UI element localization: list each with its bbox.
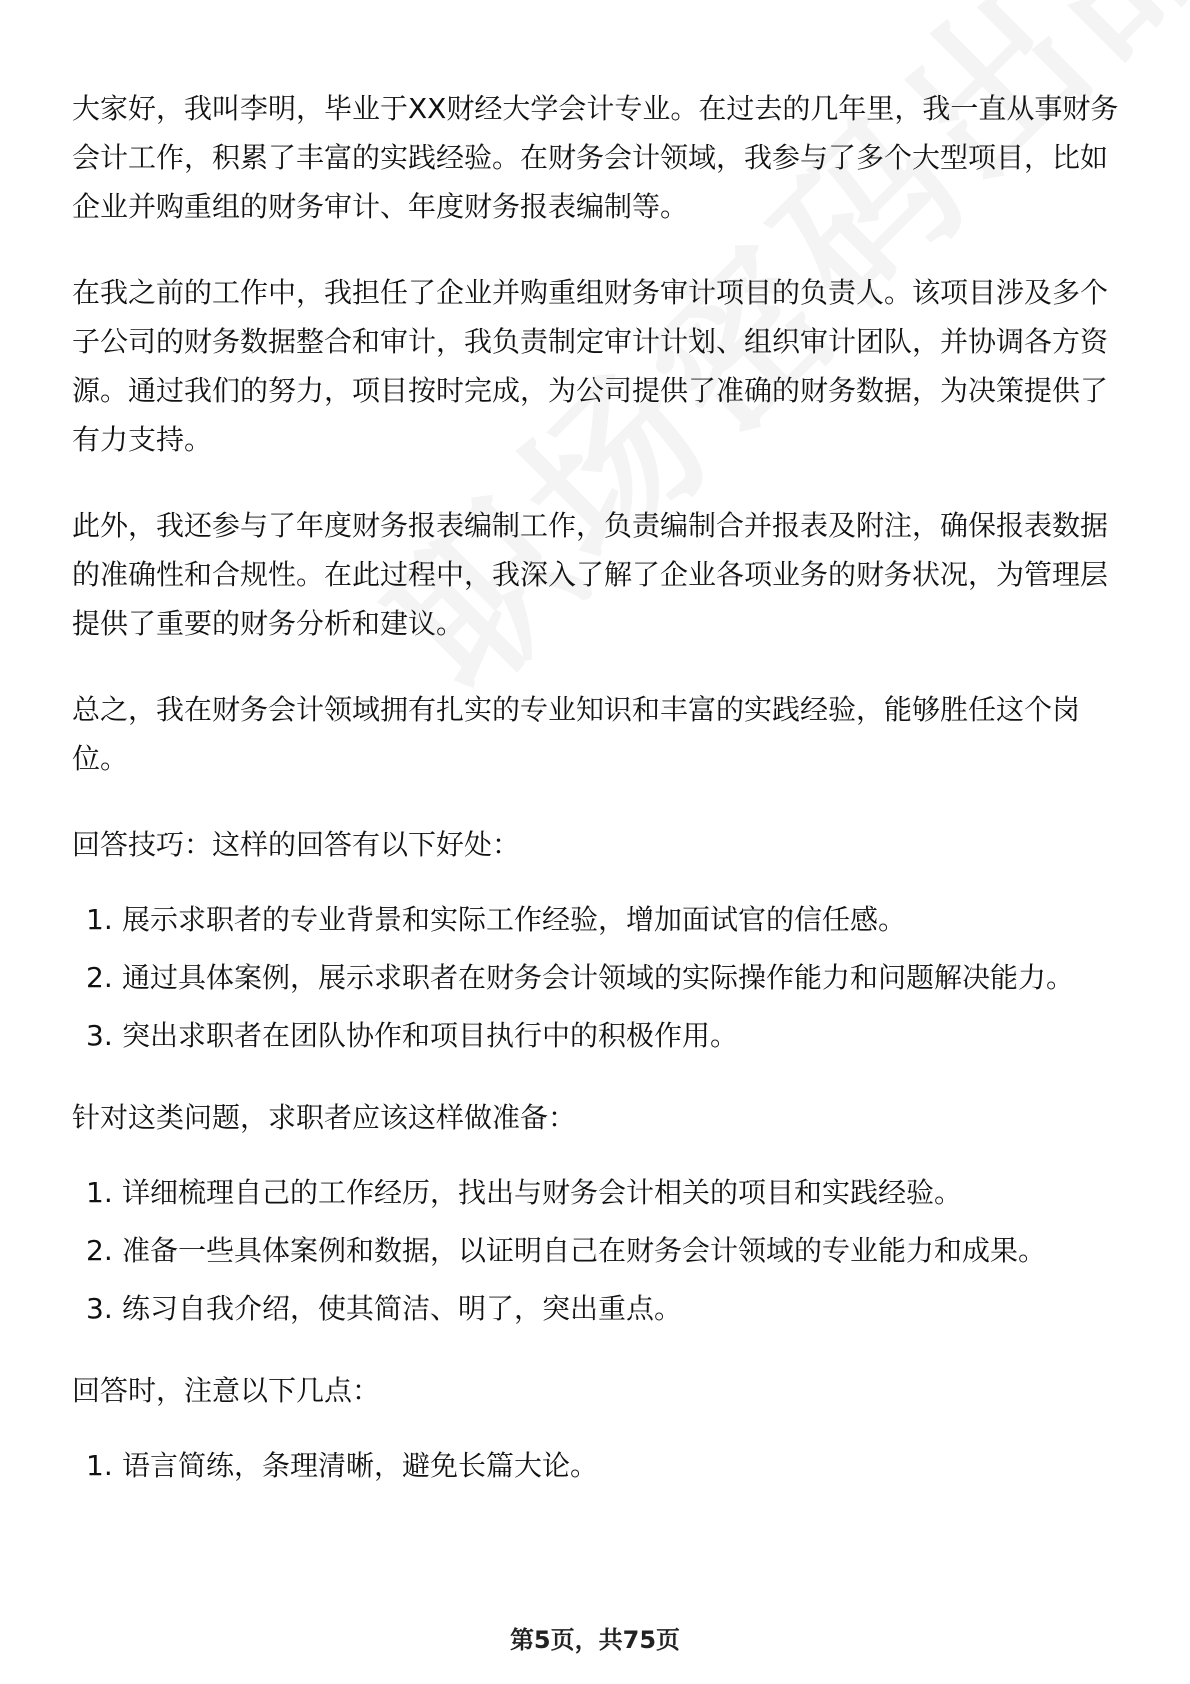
paragraph-annual-report: 此外，我还参与了年度财务报表编制工作，负责编制合并报表及附注，确保报表数据的准确性和合规性。在此过程中，我深入了解了企业各项业务的财务状况，为管理层提供了重要的财务分析和建议。 <box>72 509 1109 640</box>
paragraph-summary: 总之，我在财务会计领域拥有扎实的专业知识和丰富的实践经验，能够胜任这个岗位。 <box>72 693 1081 775</box>
list-item <box>72 1288 1120 1330</box>
tips-list <box>72 899 1120 1057</box>
list-item <box>72 957 1120 999</box>
list-item-text: 练习自我介绍，使其简洁、明了，突出重点。 <box>122 1292 683 1325</box>
list-item <box>72 1015 1120 1057</box>
list-item <box>72 1445 1120 1487</box>
document-body <box>72 84 1120 1523</box>
list-number: 3. <box>86 1019 113 1052</box>
list-item <box>72 1230 1120 1272</box>
list-item <box>72 899 1120 941</box>
paragraph-project-lead: 在我之前的工作中，我担任了企业并购重组财务审计项目的负责人。该项目涉及多个子公司的财务数据整合和审计，我负责制定审计计划、组织审计团队，并协调各方资源。通过我们的努力，项目按时完成，为公司提供了准确的财务数据，为决策提供了有力支持。 <box>72 276 1109 456</box>
list-item-text: 突出求职者在团队协作和项目执行中的积极作用。 <box>122 1019 739 1052</box>
page-number: 第5页，共75页 <box>509 1626 681 1654</box>
list-item-text: 语言简练，条理清晰，避免长篇大论。 <box>122 1449 599 1482</box>
notes-heading: 回答时，注意以下几点： <box>72 1374 381 1407</box>
prepare-heading: 针对这类问题，求职者应该这样做准备： <box>72 1101 577 1134</box>
tips-heading: 回答技巧：这样的回答有以下好处： <box>72 828 521 861</box>
list-item-text: 通过具体案例，展示求职者在财务会计领域的实际操作能力和问题解决能力。 <box>122 961 1075 994</box>
list-item-text: 准备一些具体案例和数据，以证明自己在财务会计领域的专业能力和成果。 <box>122 1234 1047 1267</box>
list-item-text: 展示求职者的专业背景和实际工作经验，增加面试官的信任感。 <box>122 903 907 936</box>
list-item-text: 详细梳理自己的工作经历，找出与财务会计相关的项目和实践经验。 <box>122 1176 963 1209</box>
list-item <box>72 1172 1120 1214</box>
list-number: 2. <box>86 1234 113 1267</box>
list-number: 1. <box>86 903 113 936</box>
paragraph-intro: 大家好，我叫李明，毕业于XX财经大学会计专业。在过去的几年里，我一直从事财务会计工作，积累了丰富的实践经验。在财务会计领域，我参与了多个大型项目，比如企业并购重组的财务审计、年度财务报表编制等。 <box>72 92 1119 223</box>
list-number: 1. <box>86 1449 113 1482</box>
list-number: 2. <box>86 961 113 994</box>
prepare-list <box>72 1172 1120 1330</box>
list-number: 3. <box>86 1292 113 1325</box>
notes-list <box>72 1445 1120 1487</box>
list-number: 1. <box>86 1176 113 1209</box>
